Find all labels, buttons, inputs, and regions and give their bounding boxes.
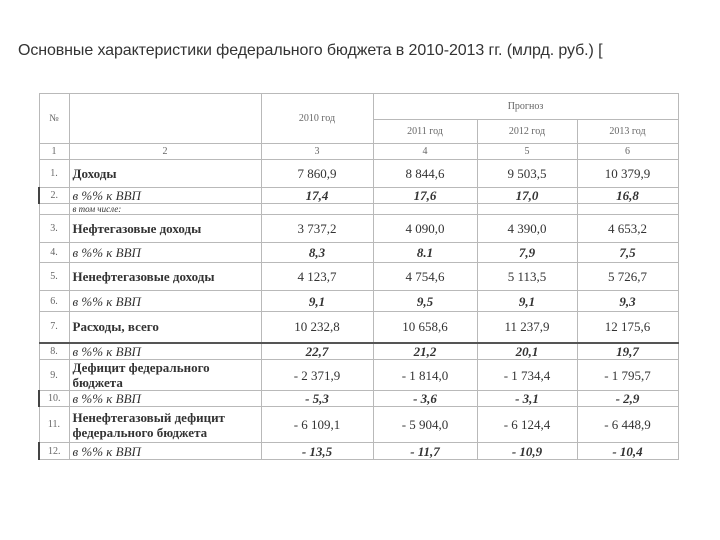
value-2011: - 5 904,0 <box>373 407 477 443</box>
row-label: в %% к ВВП <box>69 243 261 263</box>
forecast-header: Прогноз <box>373 94 678 120</box>
value-2010: - 13,5 <box>261 443 373 460</box>
value-2010: 17,4 <box>261 188 373 204</box>
value-2012: - 3,1 <box>477 391 577 407</box>
value-2012: 7,9 <box>477 243 577 263</box>
table-row <box>39 312 678 343</box>
num-header: № <box>39 94 69 144</box>
table-row <box>39 188 678 204</box>
table-row <box>39 360 678 391</box>
value-2012: 9,1 <box>477 291 577 312</box>
value-2010: 4 123,7 <box>261 263 373 291</box>
value-2010: 22,7 <box>261 343 373 360</box>
row-label: Доходы <box>69 160 261 188</box>
value-2011: 4 090,0 <box>373 215 477 243</box>
value-2012: 9 503,5 <box>477 160 577 188</box>
sub-label: в том числе: <box>69 204 261 215</box>
row-label: Расходы, всего <box>69 312 261 343</box>
value-2010: - 6 109,1 <box>261 407 373 443</box>
year-2012-header: 2012 год <box>477 120 577 144</box>
table-subrow <box>39 204 678 215</box>
value-2013: 9,3 <box>577 291 678 312</box>
col-index: 4 <box>373 144 477 160</box>
value-2012: - 1 734,4 <box>477 360 577 391</box>
row-label: Ненефтегазовый дефицит федерального бюджета <box>69 407 261 443</box>
value-2010: 9,1 <box>261 291 373 312</box>
row-label: Нефтегазовые доходы <box>69 215 261 243</box>
value-2010: 3 737,2 <box>261 215 373 243</box>
value-2010: 7 860,9 <box>261 160 373 188</box>
row-label: Дефицит федерального бюджета <box>69 360 261 391</box>
col-index: 3 <box>261 144 373 160</box>
row-label: Ненефтегазовые доходы <box>69 263 261 291</box>
row-number: 12. <box>39 443 69 460</box>
year-2010-header: 2010 год <box>261 94 373 144</box>
year-2013-header: 2013 год <box>577 120 678 144</box>
value-2012: 20,1 <box>477 343 577 360</box>
value-2013: - 1 795,7 <box>577 360 678 391</box>
value-2010: 8,3 <box>261 243 373 263</box>
value-2011: - 3,6 <box>373 391 477 407</box>
value-2013: 5 726,7 <box>577 263 678 291</box>
value-2013: 16,8 <box>577 188 678 204</box>
value-2012: 4 390,0 <box>477 215 577 243</box>
row-label: в %% к ВВП <box>69 443 261 460</box>
value-2012: 5 113,5 <box>477 263 577 291</box>
row-number: 7. <box>39 312 69 343</box>
row-number: 6. <box>39 291 69 312</box>
col-index: 1 <box>39 144 69 160</box>
value-2012: - 10,9 <box>477 443 577 460</box>
row-number: 10. <box>39 391 69 407</box>
value-2012: - 6 124,4 <box>477 407 577 443</box>
budget-table <box>38 93 679 460</box>
value-2010: - 5,3 <box>261 391 373 407</box>
value-2011: 17,6 <box>373 188 477 204</box>
row-label: в %% к ВВП <box>69 291 261 312</box>
value-2011: 4 754,6 <box>373 263 477 291</box>
value-2013: 7,5 <box>577 243 678 263</box>
col-index: 2 <box>69 144 261 160</box>
value-2013: 12 175,6 <box>577 312 678 343</box>
row-number: 8. <box>39 343 69 360</box>
value-2010: 10 232,8 <box>261 312 373 343</box>
column-index-row <box>39 144 678 160</box>
label-header <box>69 94 261 144</box>
table-row <box>39 343 678 360</box>
row-number: 11. <box>39 407 69 443</box>
value-2011: - 11,7 <box>373 443 477 460</box>
value-2013: 19,7 <box>577 343 678 360</box>
value-2013: 4 653,2 <box>577 215 678 243</box>
row-number: 3. <box>39 215 69 243</box>
row-number: 2. <box>39 188 69 204</box>
row-label: в %% к ВВП <box>69 391 261 407</box>
table-header-row <box>39 94 678 120</box>
table-row <box>39 263 678 291</box>
value-2013: - 2,9 <box>577 391 678 407</box>
row-number: 1. <box>39 160 69 188</box>
value-2010: - 2 371,9 <box>261 360 373 391</box>
table-row <box>39 391 678 407</box>
value-2011: 21,2 <box>373 343 477 360</box>
value-2011: 8 844,6 <box>373 160 477 188</box>
value-2013: 10 379,9 <box>577 160 678 188</box>
page-title: Основные характеристики федерального бюджета в 2010-2013 гг. (млрд. руб.) [ <box>18 42 603 59</box>
table-row <box>39 215 678 243</box>
row-label: в %% к ВВП <box>69 188 261 204</box>
table-row <box>39 160 678 188</box>
table-row <box>39 291 678 312</box>
value-2013: - 6 448,9 <box>577 407 678 443</box>
value-2011: 8.1 <box>373 243 477 263</box>
value-2011: 9,5 <box>373 291 477 312</box>
col-index: 5 <box>477 144 577 160</box>
row-label: в %% к ВВП <box>69 343 261 360</box>
value-2013: - 10,4 <box>577 443 678 460</box>
table-row <box>39 243 678 263</box>
value-2011: - 1 814,0 <box>373 360 477 391</box>
value-2011: 10 658,6 <box>373 312 477 343</box>
year-2011-header: 2011 год <box>373 120 477 144</box>
col-index: 6 <box>577 144 678 160</box>
row-number: 4. <box>39 243 69 263</box>
table-row <box>39 407 678 443</box>
row-number: 9. <box>39 360 69 391</box>
row-number: 5. <box>39 263 69 291</box>
value-2012: 11 237,9 <box>477 312 577 343</box>
value-2012: 17,0 <box>477 188 577 204</box>
table-row <box>39 443 678 460</box>
